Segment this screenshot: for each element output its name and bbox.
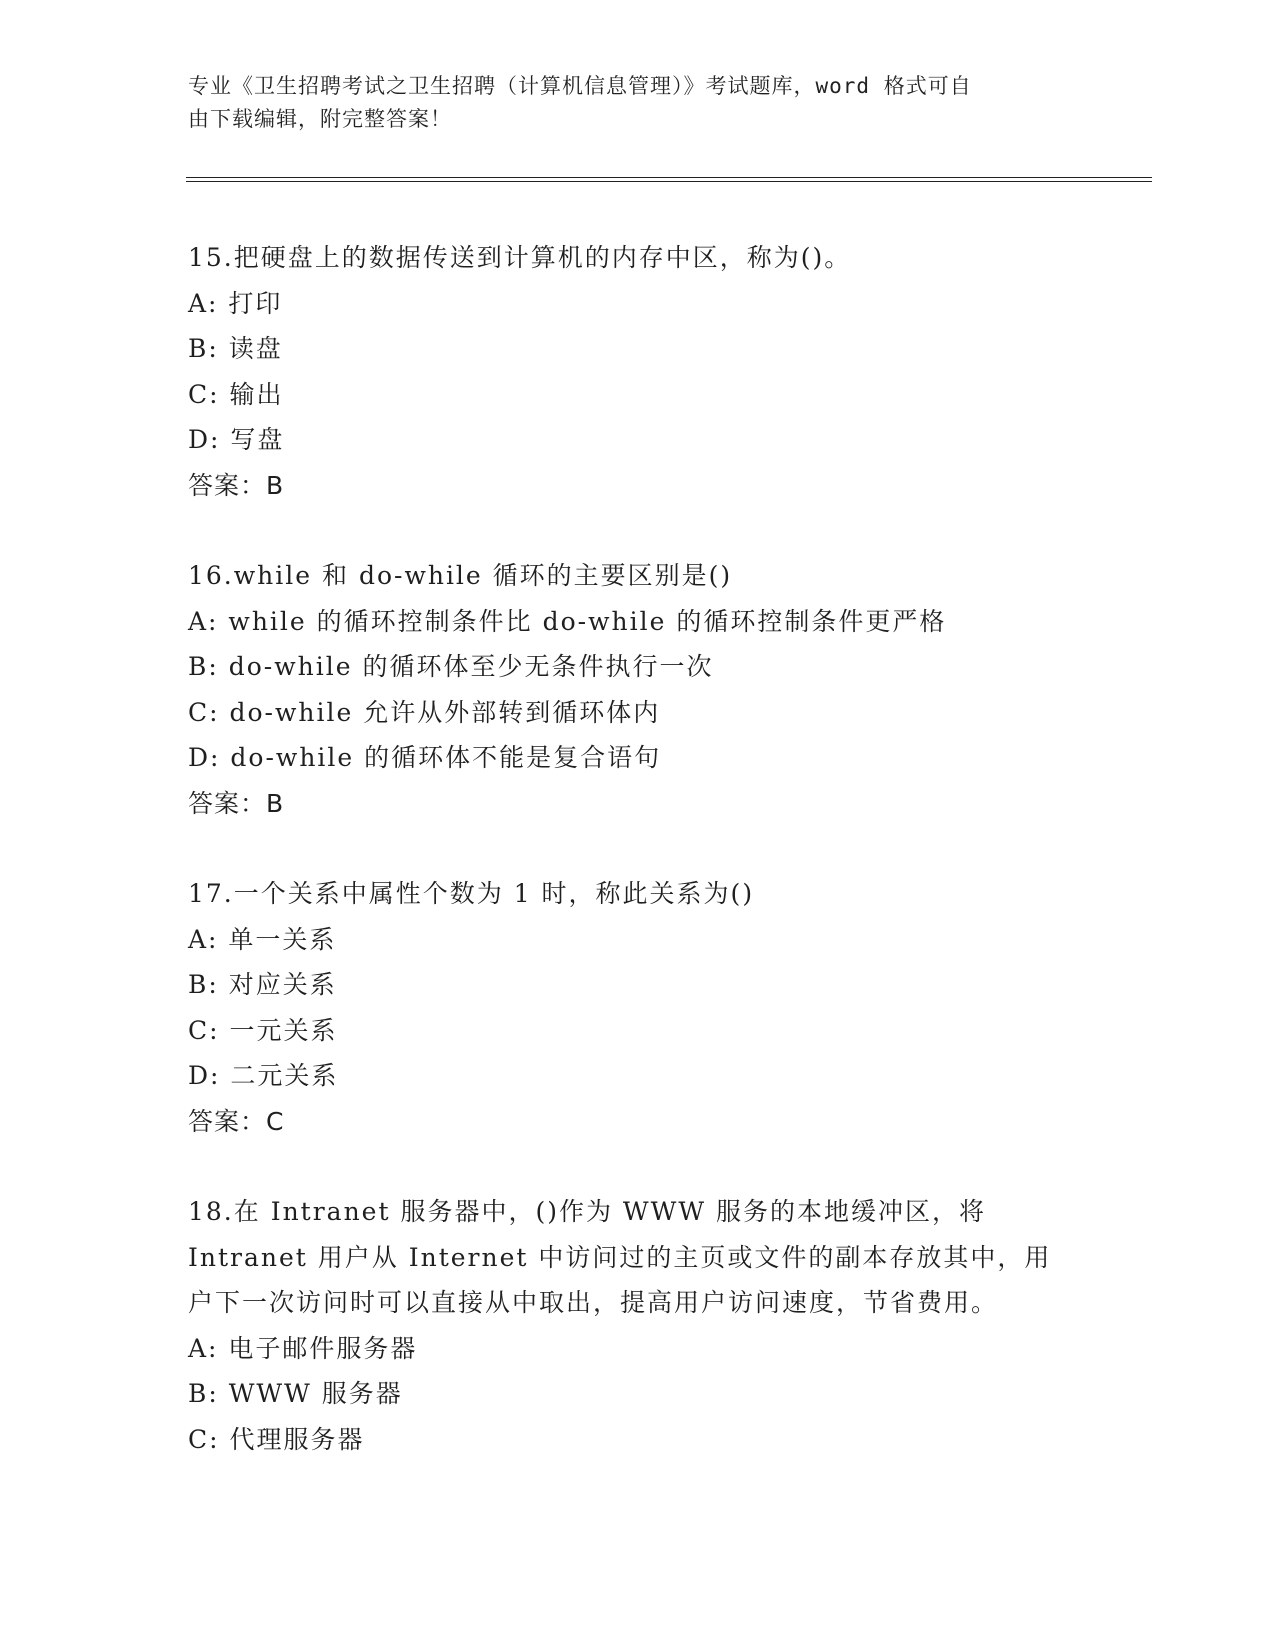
option-c: C: do-while 允许从外部转到循环体内 xyxy=(188,697,661,727)
option-d: D: do-while 的循环体不能是复合语句 xyxy=(188,743,662,772)
question-stem: 15.把硬盘上的数据传送到计算机的内存中区，称为()。 xyxy=(188,243,852,272)
option-a: A: 打印 xyxy=(188,288,283,318)
answer-label: 答案：B xyxy=(188,470,285,500)
question-stem-line-1: 18.在 Intranet 服务器中，()作为 WWW 服务的本地缓冲区，将 xyxy=(188,1197,986,1226)
option-c: C: 代理服务器 xyxy=(188,1424,365,1454)
option-d: D: 写盘 xyxy=(188,425,285,454)
option-b: B: 对应关系 xyxy=(188,970,337,999)
question-15 xyxy=(188,235,1108,508)
option-d: D: 二元关系 xyxy=(188,1061,339,1090)
option-a: A: 单一关系 xyxy=(188,924,337,954)
question-16 xyxy=(188,553,1108,826)
question-17 xyxy=(188,871,1108,1144)
answer-label: 答案：B xyxy=(188,788,285,818)
option-a: A: while 的循环控制条件比 do-while 的循环控制条件更严格 xyxy=(188,606,947,636)
header-line-2: 由下载编辑，附完整答案！ xyxy=(188,107,452,131)
header-divider-bottom xyxy=(186,181,1152,182)
answer-label: 答案：C xyxy=(188,1106,285,1136)
question-stem: 16.while 和 do-while 循环的主要区别是() xyxy=(188,561,733,590)
question-stem: 17.一个关系中属性个数为 1 时，称此关系为() xyxy=(188,879,755,908)
option-c: C: 一元关系 xyxy=(188,1015,338,1045)
document-header xyxy=(188,70,1088,136)
option-b: B: WWW 服务器 xyxy=(188,1379,403,1408)
header-divider-top xyxy=(186,177,1152,178)
option-a: A: 电子邮件服务器 xyxy=(188,1333,418,1363)
option-b: B: do-while 的循环体至少无条件执行一次 xyxy=(188,652,714,681)
question-stem-line-3: 户下一次访问时可以直接从中取出，提高用户访问速度，节省费用。 xyxy=(188,1288,999,1317)
question-stem-line-2: Intranet 用户从 Internet 中访问过的主页或文件的副本存放其中，用 xyxy=(188,1242,1052,1272)
option-c: C: 输出 xyxy=(188,379,284,409)
option-b: B: 读盘 xyxy=(188,334,283,363)
question-18 xyxy=(188,1189,1108,1462)
header-line-1: 专业《卫生招聘考试之卫生招聘（计算机信息管理）》考试题库，word 格式可自 xyxy=(188,74,972,98)
